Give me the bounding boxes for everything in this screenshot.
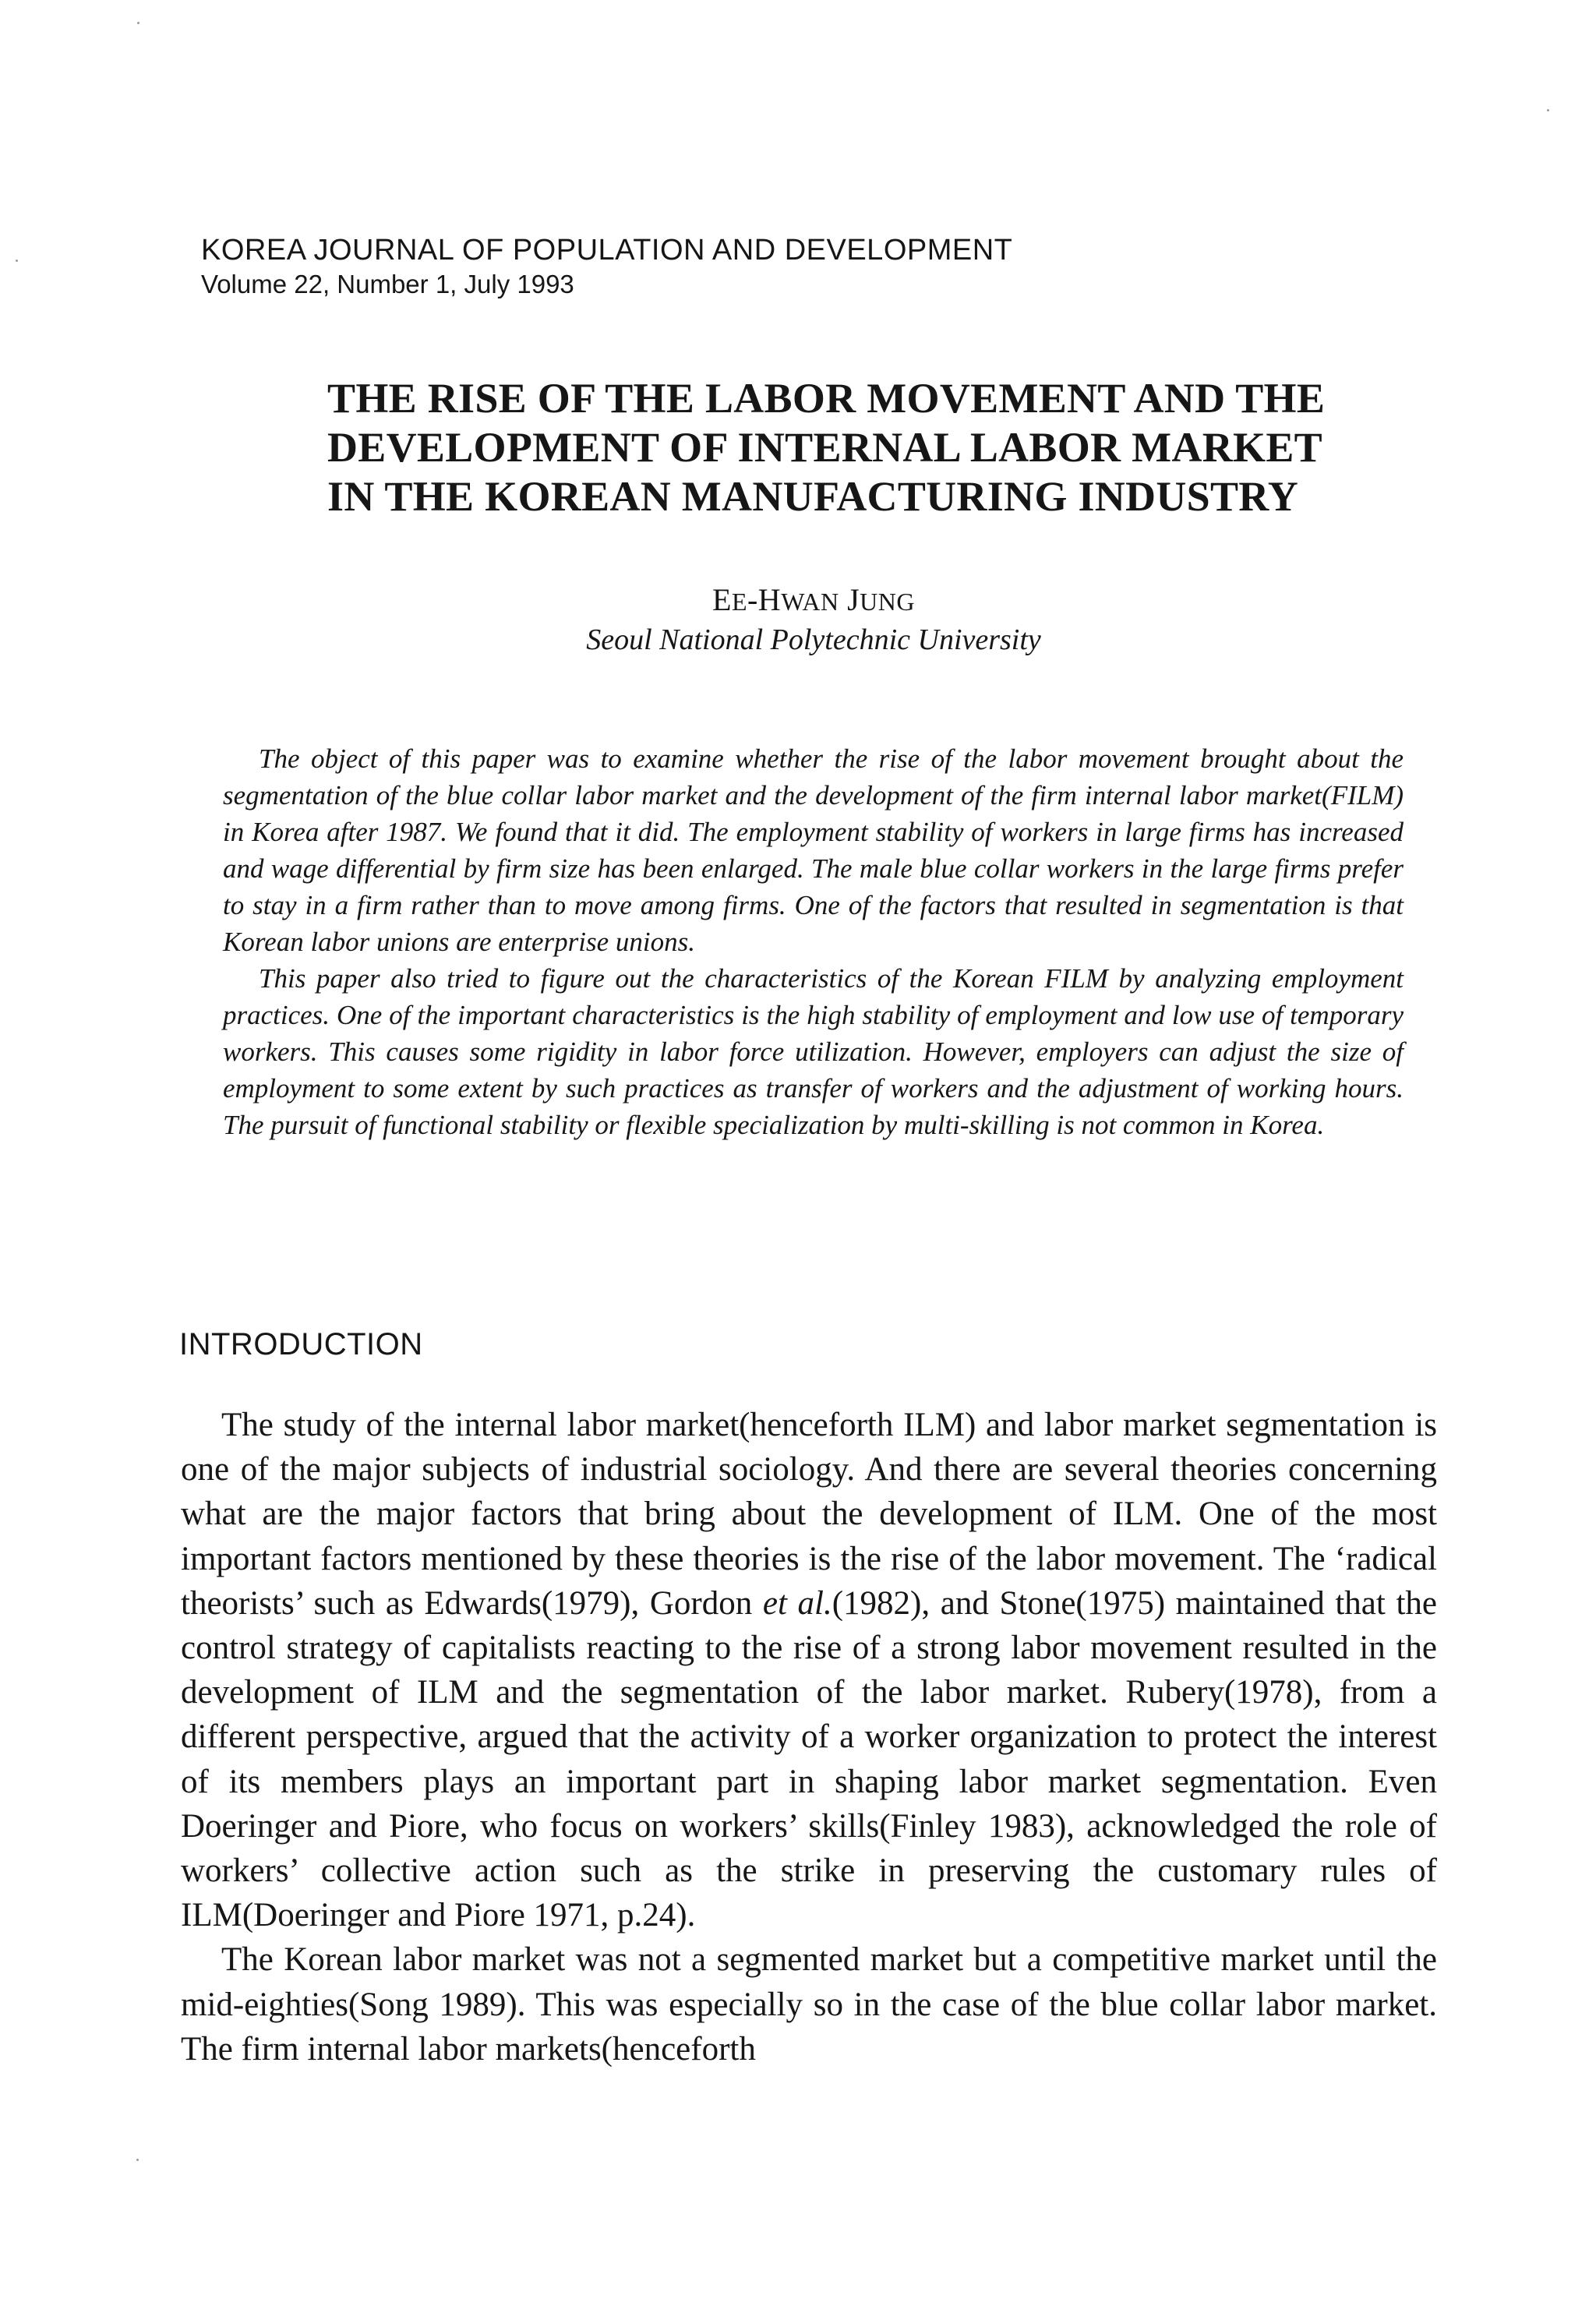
article-title [327,374,1403,521]
author-affiliation: Seoul National Polytechnic University [586,623,1041,656]
introduction-body [181,1403,1437,2071]
abstract-paragraph-1: The object of this paper was to examine whether the rise of the labor movement brought about the segmentation of the blue collar labor market and the development of the firm internal labor market(FILM) in Korea after 1987. We found that it did. The employment stability of workers in large firms has increased and wage differential by firm size has been enlarged. The male blue collar workers in the large firms prefer to stay in a firm rather than to move among firms. One of the factors that resulted in segmentation is that Korean labor unions are enterprise unions. [223,743,1404,957]
journal-header [201,232,1370,301]
author-name: EE-HWAN JUNG [712,582,915,617]
scan-speck [1547,109,1549,111]
abstract [223,740,1404,1143]
scan-speck [136,2159,139,2161]
journal-issue: Volume 22, Number 1, July 1993 [201,270,574,298]
scan-speck [137,22,139,24]
title-line-1: THE RISE OF THE LABOR MOVEMENT AND THE [327,375,1326,422]
title-line-2: DEVELOPMENT OF INTERNAL LABOR MARKET [327,424,1322,471]
title-line-3: IN THE KOREAN MANUFACTURING INDUSTRY [327,473,1298,520]
introduction-paragraph-2: The Korean labor market was not a segmented market but a competitive market until the mid-eighties(Song 1989). This was especially so in the case of the blue collar labor market. The firm internal labor markets(henceforth [181,1941,1437,2068]
section-heading-introduction: INTRODUCTION [179,1327,423,1361]
abstract-paragraph-2: This paper also tried to figure out the characteristics of the Korean FILM by analyzing employment practices. One of the important characteristics is the high stability of employment and low use of temporary workers. This causes some rigidity in labor force utilization. However, employers can adjust the size of employment to some extent by such practices as transfer of workers and the adjustment of working hours. The pursuit of functional stability or flexible specialization by multi-skilling is not common in Korea. [223,963,1404,1140]
scan-speck [16,260,18,262]
journal-name: KOREA JOURNAL OF POPULATION AND DEVELOPMENT [201,234,1013,267]
introduction-paragraph-1: The study of the internal labor market(henceforth ILM) and labor market segmentation is one of the major subjects of industrial sociology. And there are several theories concerning what are the major factors that bring about the development of ILM. One of the most important factors mentioned by these theories is the rise of the labor movement. The ‘radical theorists’ such as Edwards(1979), Gordon et al.(1982), and Stone(1975) maintained that the control strategy of capitalists reacting to the rise of a strong labor movement resulted in the development of ILM and the segmentation of the labor market. Rubery(1978), from a different perspective, argued that the activity of a worker organization to protect the interest of its members plays an important part in shaping labor market segmentation. Even Doeringer and Piore, who focus on workers’ skills(Finley 1983), acknowledged the role of workers’ collective action such as the strike in preserving the customary rules of ILM(Doeringer and Piore 1971, p.24). [181,1407,1438,1934]
author-block [0,581,1596,659]
